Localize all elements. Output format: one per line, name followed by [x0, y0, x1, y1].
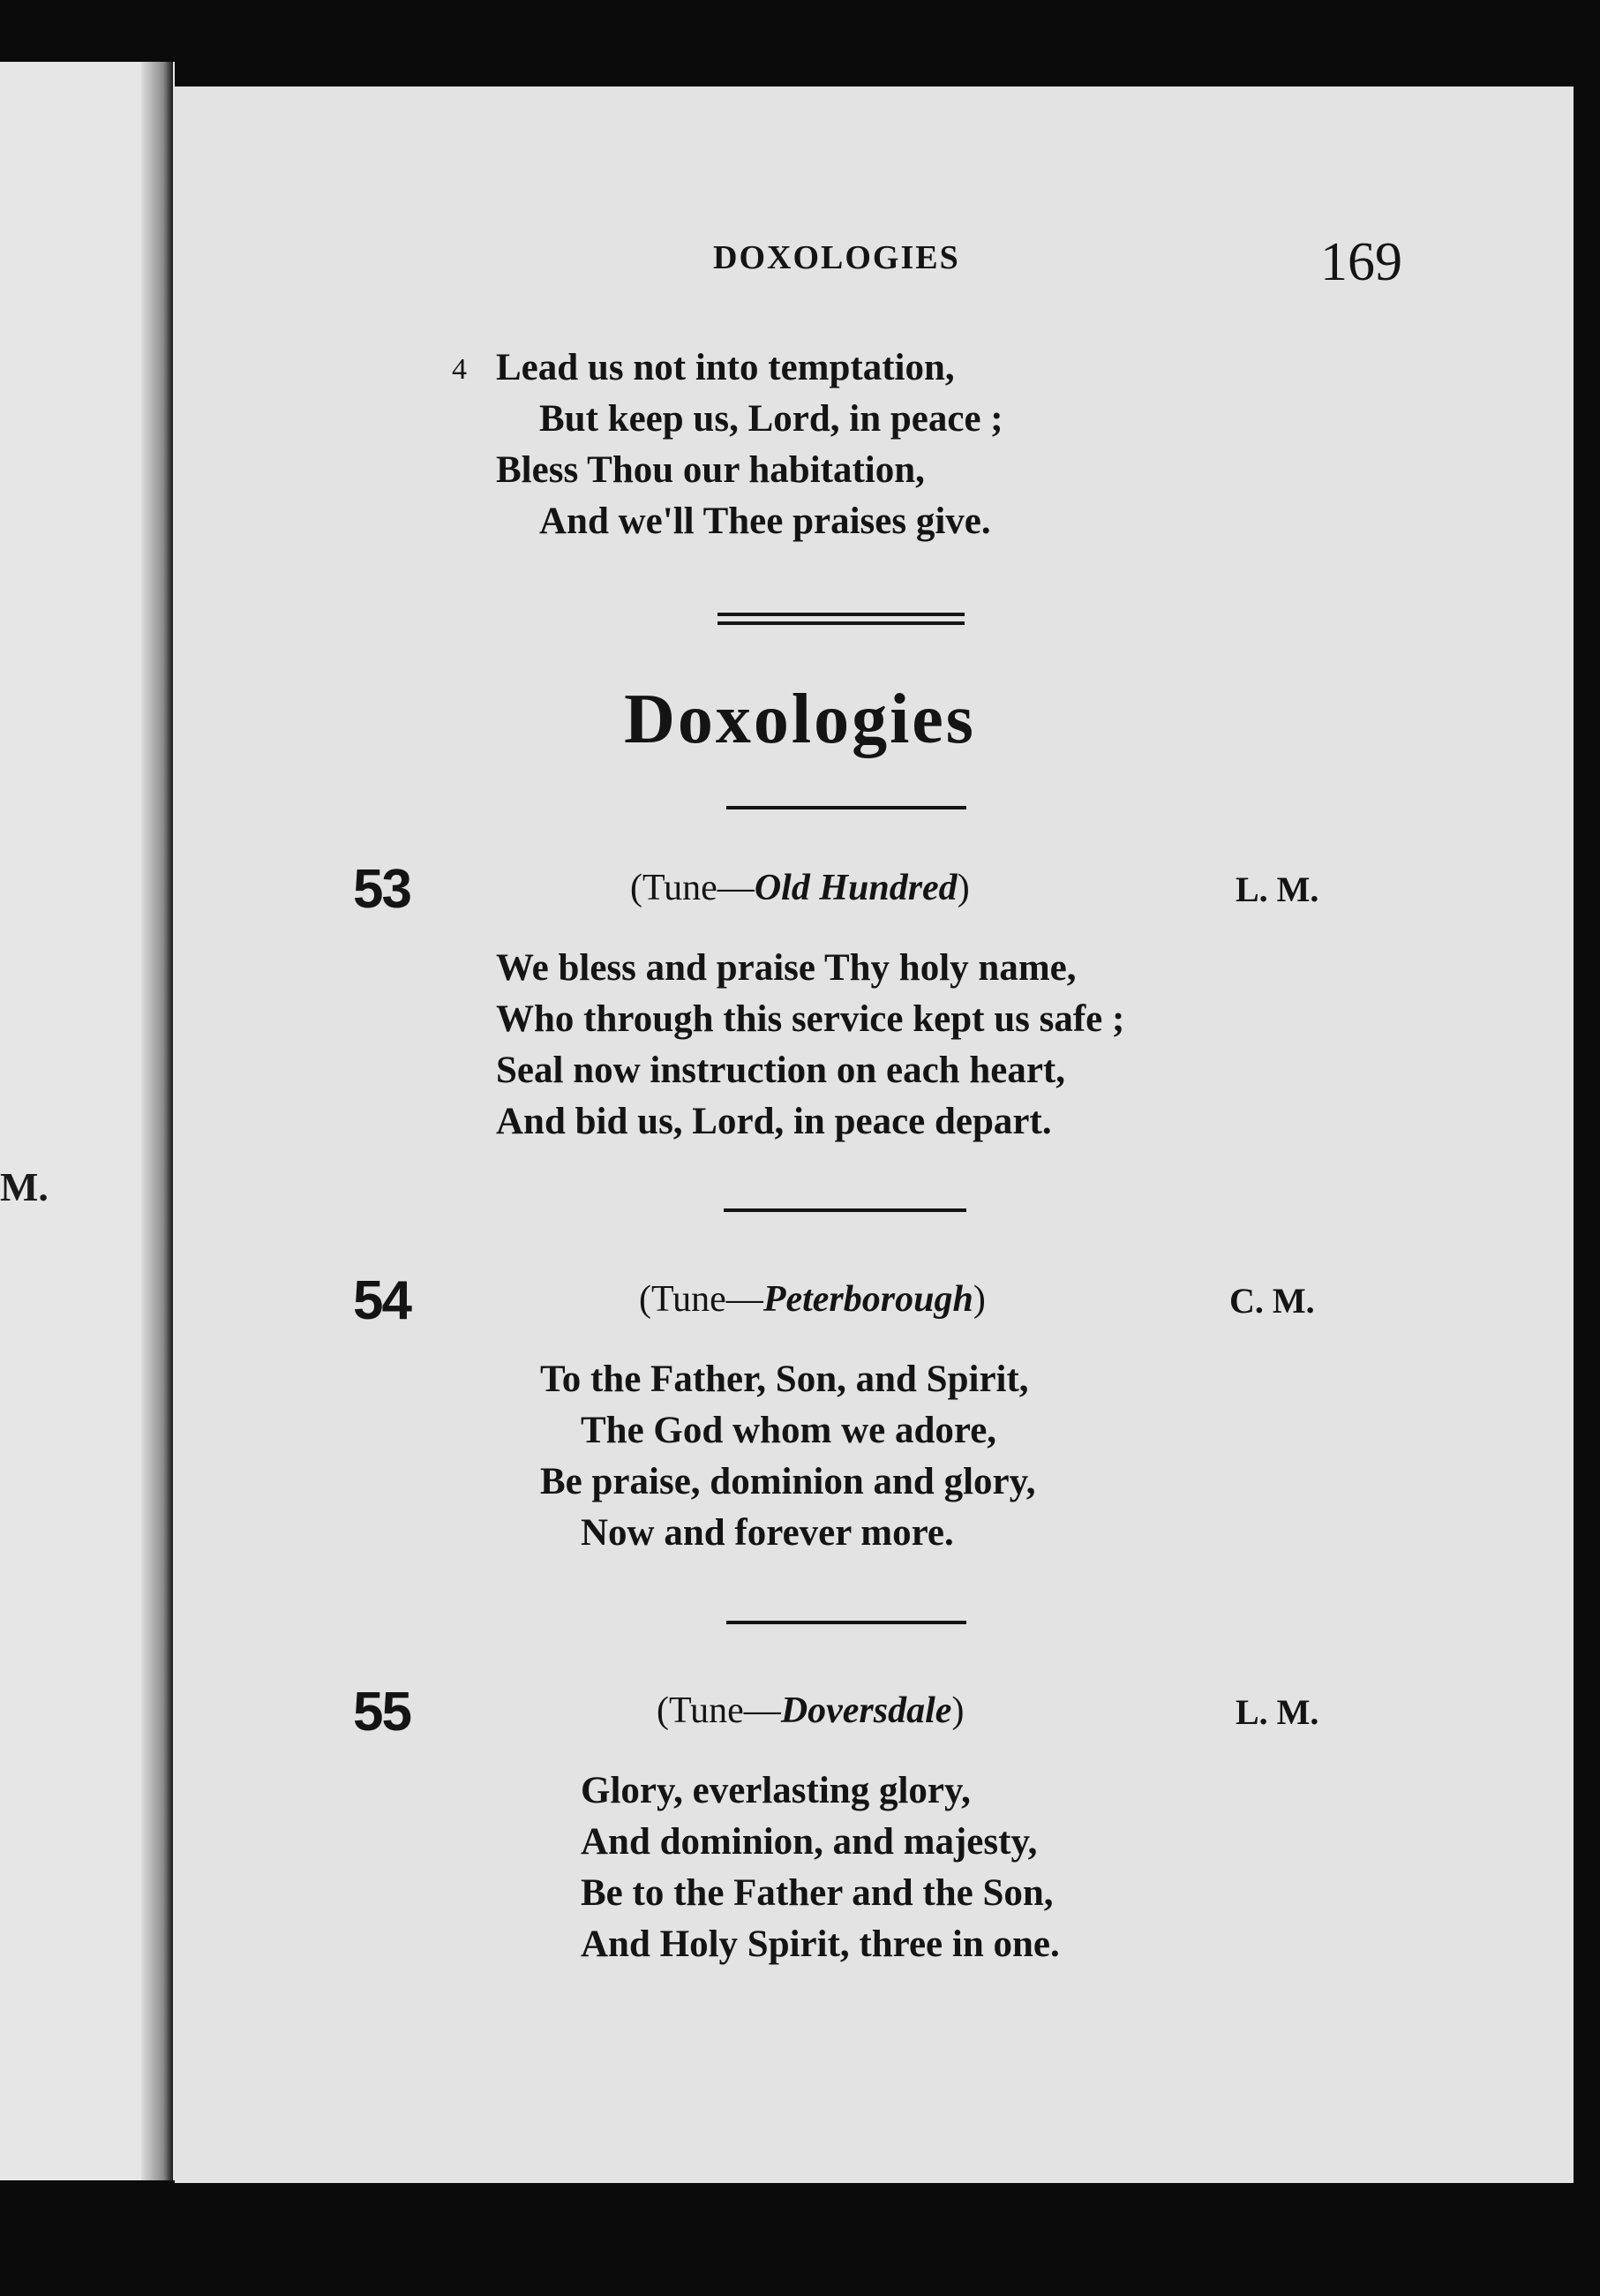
section-title: Doxologies: [624, 681, 976, 758]
verse-line: Be to the Father and the Son,: [581, 1872, 1054, 1914]
tune-prefix: (Tune—: [639, 1279, 763, 1320]
verse-line: Who through this service kept us safe ;: [496, 998, 1125, 1040]
tune-suffix: ): [957, 868, 970, 908]
verse-line: Glory, everlasting glory,: [581, 1770, 971, 1811]
hymn-number: 54: [353, 1270, 410, 1331]
tune-line: [639, 1278, 986, 1321]
meter: L. M.: [1236, 869, 1319, 909]
stanza-line: But keep us, Lord, in peace ;: [539, 398, 1003, 440]
verse-line: To the Father, Son, and Spirit,: [540, 1359, 1029, 1400]
verse-line: The God whom we adore,: [581, 1410, 997, 1451]
hymn-number: 55: [353, 1682, 410, 1743]
tune-name: Peterborough: [762, 1279, 973, 1320]
stanza-number: 4: [452, 353, 467, 386]
tune-line: [657, 1690, 964, 1732]
page-number: 169: [1320, 232, 1402, 292]
verse-line: Seal now instruction on each heart,: [496, 1050, 1065, 1091]
hymn-number: 53: [353, 859, 410, 920]
hymn-divider: [726, 1621, 966, 1624]
tune-suffix: ): [951, 1690, 965, 1731]
verse-line: Be praise, dominion and glory,: [540, 1461, 1036, 1502]
tune-prefix: (Tune—: [630, 868, 755, 908]
verse-line: And Holy Spirit, three in one.: [581, 1923, 1060, 1965]
stanza-line: And we'll Thee praises give.: [539, 501, 991, 542]
hymn-divider: [724, 1208, 966, 1212]
section-divider: [717, 613, 965, 625]
running-head: DOXOLOGIES: [713, 239, 960, 276]
tune-name: Old Hundred: [754, 868, 958, 908]
stanza-line: Lead us not into temptation,: [496, 347, 955, 388]
meter: L. M.: [1236, 1692, 1319, 1732]
verse-line: And bid us, Lord, in peace depart.: [496, 1101, 1052, 1142]
verse-line: We bless and praise Thy holy name,: [496, 947, 1077, 989]
verse-line: Now and forever more.: [581, 1512, 954, 1554]
stanza-line: Bless Thou our habitation,: [496, 449, 925, 491]
title-rule: [726, 806, 966, 809]
left-page-fragment: M.: [0, 1164, 49, 1209]
tune-prefix: (Tune—: [657, 1690, 781, 1731]
verse-line: And dominion, and majesty,: [581, 1821, 1038, 1863]
book-gutter: [141, 62, 173, 2180]
tune-suffix: ): [973, 1279, 986, 1320]
meter: C. M.: [1229, 1281, 1315, 1321]
tune-line: [630, 867, 970, 909]
tune-name: Doversdale: [780, 1690, 952, 1731]
